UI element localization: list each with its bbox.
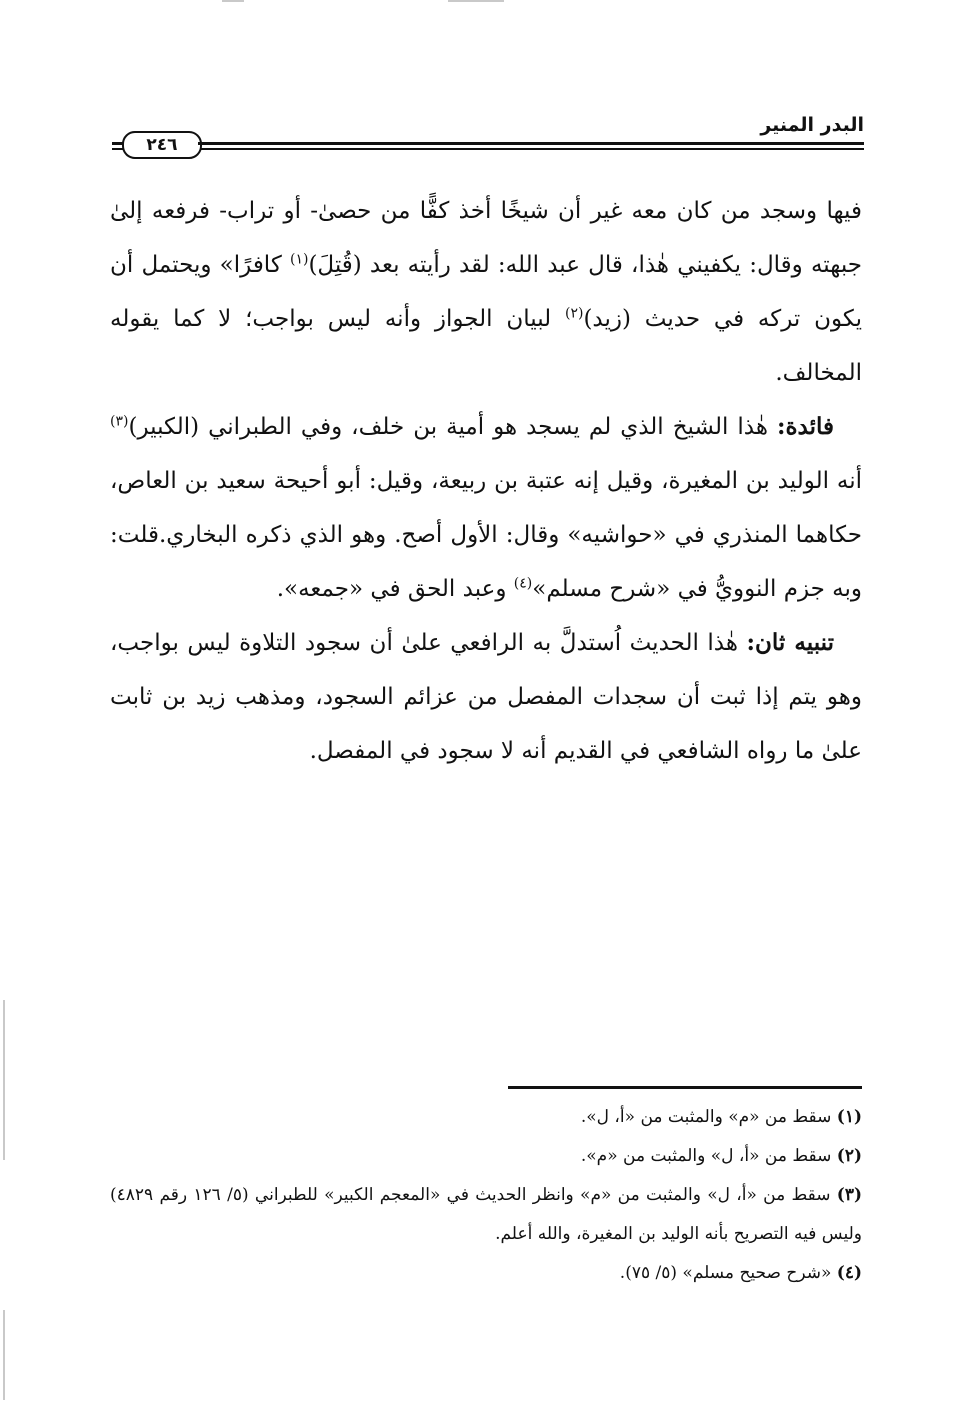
paragraph-2-text-b: أنه الوليد بن المغيرة، وقيل إنه عتبة بن ربيعة، وقيل: أبو أحيحة سعيد بن العاص، حكاهما المنذري في «حواشيه» وقال: الأول أصح. وهو الذي ذكره البخاري.قلت: وبه جزم النوويُّ في «شرح مسلم» bbox=[110, 468, 862, 602]
paragraph-2-text-c: وعبد الحق في «جمعه». bbox=[276, 576, 514, 602]
paragraph-1-text-b: كافرًا» ويحتمل أن يكون تركه في حديث (زيد) bbox=[110, 252, 862, 332]
footnote-3-text: سقط من «أ، ل» والمثبت من «م» وانظر الحديث في «المعجم الكبير» للطبراني (٥/ ١٢٦ رقم ٤٨٢٩) وليس فيه التصريح بأنه الوليد بن المغيرة، والله أعلم. bbox=[110, 1185, 862, 1244]
footnote-1-text: سقط من «م» والمثبت من «أ، ل». bbox=[580, 1107, 837, 1127]
paragraph-1-text: فيها وسجد من كان معه غير أن شيخًا أخذ كفًّا من حصىٰ- أو تراب- فرفعه إلىٰ جبهته وقال: يكفيني هٰذا، قال عبد الله: لقد رأيته بعد (قُتِلَ) bbox=[110, 198, 862, 278]
scan-mark-top-left bbox=[222, 0, 244, 2]
scan-mark-top-center bbox=[448, 0, 504, 2]
page-header bbox=[112, 112, 864, 162]
main-text bbox=[110, 184, 862, 778]
footnote-1 bbox=[110, 1098, 862, 1137]
footnote-ref-3: (٣) bbox=[110, 413, 129, 430]
footnotes bbox=[110, 1098, 862, 1293]
footnote-1-number: (١) bbox=[836, 1107, 862, 1127]
footnote-ref-4: (٤) bbox=[513, 575, 533, 592]
running-title: البدر المنير bbox=[760, 114, 864, 136]
paragraph-3-lead: تنبيه ثان: bbox=[746, 629, 834, 656]
paragraph-2-lead: فائدة: bbox=[776, 413, 834, 440]
paragraph-2-text-a: هٰذا الشيخ الذي لم يسجد هو أمية بن خلف، وفي الطبراني (الكبير) bbox=[128, 414, 777, 440]
footnote-ref-1: (١) bbox=[289, 251, 309, 268]
footnote-ref-2: (٢) bbox=[564, 305, 584, 322]
footnote-4 bbox=[110, 1254, 862, 1293]
header-double-rule bbox=[112, 142, 864, 151]
page-number: ٢٤٦ bbox=[122, 131, 202, 159]
footnote-3 bbox=[110, 1176, 862, 1254]
paragraph-3 bbox=[110, 616, 862, 778]
scan-mark-left-edge bbox=[3, 1000, 5, 1160]
paragraph-3-text: هٰذا الحديث اُستدلَّ به الرافعي علىٰ أن سجود التلاوة ليس بواجب، وهو يتم إذا ثبت أن سجدات المفصل من عزائم السجود، ومذهب زيد بن ثابت علىٰ ما رواه الشافعي في القديم أنه لا سجود في المفصل. bbox=[110, 630, 862, 764]
page-number-tail bbox=[198, 142, 216, 145]
footnote-4-number: (٤) bbox=[836, 1263, 862, 1283]
scan-mark-left-edge-lower bbox=[3, 1310, 5, 1400]
footnote-3-number: (٣) bbox=[836, 1185, 862, 1205]
footnote-4-text: «شرح صحيح مسلم» (٥/ ٧٥). bbox=[619, 1263, 837, 1283]
paragraph-1 bbox=[110, 184, 862, 400]
paragraph-2 bbox=[110, 400, 862, 616]
footnote-2-text: سقط من «أ، ل» والمثبت من «م». bbox=[580, 1146, 837, 1166]
page-number-badge bbox=[112, 131, 212, 157]
footnote-separator bbox=[508, 1086, 862, 1089]
footnote-2 bbox=[110, 1137, 862, 1176]
footnote-2-number: (٢) bbox=[836, 1146, 862, 1166]
paragraph-1-text-c: لبيان الجواز وأنه ليس بواجب؛ لا كما يقوله المخالف. bbox=[110, 306, 862, 386]
